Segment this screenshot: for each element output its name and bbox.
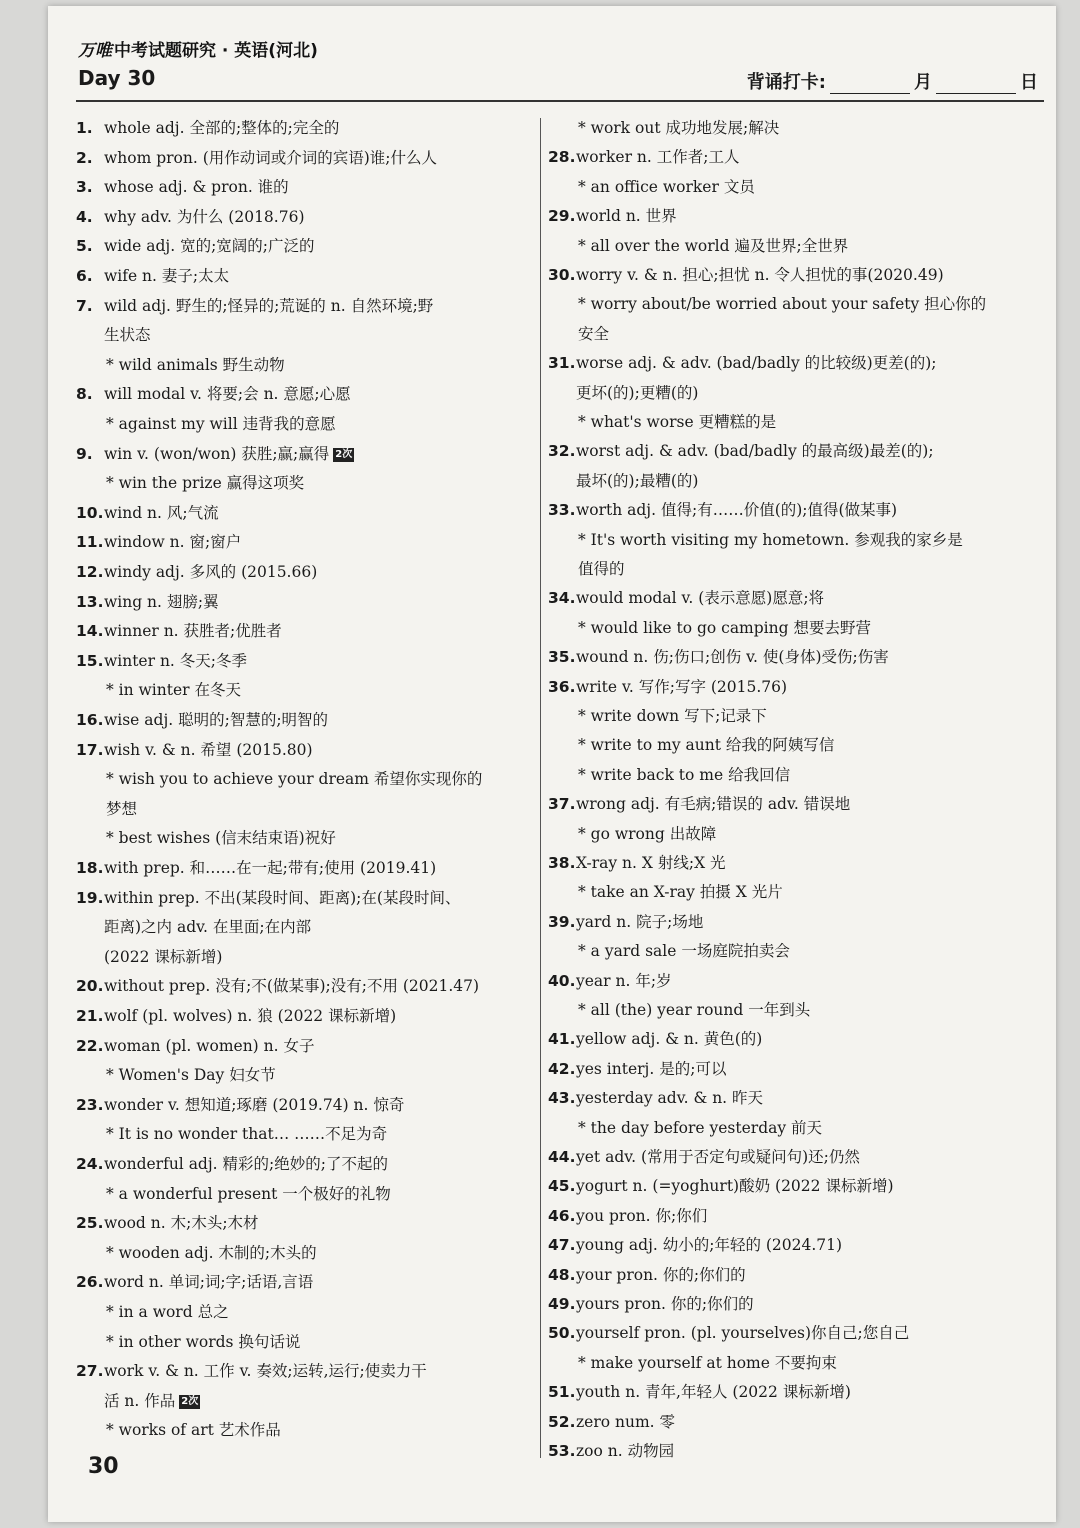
entry-number: 2. — [76, 148, 93, 167]
entry-text: whole adj. 全部的;整体的;完全的 — [104, 119, 340, 137]
vocab-entry — [76, 262, 528, 291]
entry-text: 活 n. 作品 — [104, 1391, 176, 1410]
vocab-entry — [548, 1261, 1003, 1290]
entry-text: * wild animals 野生动物 — [106, 355, 285, 374]
entry-text: X-ray n. X 射线;X 光 — [576, 854, 726, 872]
example-phrase — [76, 351, 528, 380]
entry-continuation — [76, 943, 528, 972]
vocab-entry — [548, 584, 1003, 613]
vocab-entry — [76, 1268, 528, 1297]
example-phrase — [548, 614, 1003, 643]
example-phrase — [548, 1114, 1003, 1143]
entry-number: 51. — [548, 1383, 576, 1402]
entry-text: yogurt n. (=yoghurt)酸奶 (2022 课标新增) — [576, 1177, 894, 1196]
example-phrase — [76, 676, 528, 705]
entry-number: 39. — [548, 912, 576, 931]
entry-number: 26. — [76, 1273, 104, 1292]
vocab-entry — [548, 1143, 1003, 1172]
entry-number: 33. — [548, 501, 576, 520]
entry-number: 24. — [76, 1155, 104, 1173]
entry-continuation — [548, 379, 1003, 408]
vocab-entry — [76, 647, 528, 676]
vocab-entry — [76, 528, 528, 557]
entry-number: 6. — [76, 267, 93, 285]
day-blank — [936, 75, 1016, 94]
page-number: 30 — [88, 1454, 119, 1479]
example-phrase — [548, 996, 1003, 1025]
entry-number: 12. — [76, 563, 104, 581]
entry-number: 25. — [76, 1214, 104, 1233]
vocab-entry — [548, 1025, 1003, 1054]
entry-continuation — [76, 321, 528, 350]
vocab-entry — [76, 440, 528, 469]
entry-text: wonder v. 想知道;琢磨 (2019.74) n. 惊奇 — [104, 1095, 405, 1114]
example-phrase — [76, 1416, 528, 1445]
example-phrase — [76, 1061, 528, 1090]
entry-text: young adj. 幼小的;年轻的 (2024.71) — [576, 1236, 843, 1255]
vocab-entry — [76, 499, 528, 528]
entry-text: 安全 — [578, 324, 610, 343]
vocab-entry — [76, 144, 528, 173]
vocab-entry — [76, 203, 528, 232]
vocab-entry — [76, 1091, 528, 1120]
example-phrase — [76, 1298, 528, 1327]
entry-text: winner n. 获胜者;优胜者 — [104, 622, 282, 641]
entry-text: * what's worse 更糟糕的是 — [578, 413, 777, 431]
entry-text: write v. 写作;写字 (2015.76) — [576, 677, 788, 696]
vocab-entry — [548, 849, 1003, 878]
entry-text: wood n. 木;木头;木材 — [104, 1214, 259, 1233]
entry-number: 22. — [76, 1036, 104, 1055]
entry-text: wise adj. 聪明的;智慧的;明智的 — [104, 711, 329, 729]
vocab-entry — [76, 558, 528, 587]
entry-text: worry v. & n. 担心;担忧 n. 令人担忧的事(2020.49) — [576, 266, 944, 284]
vocab-entry — [76, 854, 528, 883]
entry-continuation — [548, 467, 1003, 496]
entry-text: worker n. 工作者;工人 — [576, 148, 740, 167]
entry-number: 27. — [76, 1362, 104, 1381]
month-label: 月 — [914, 72, 932, 93]
entry-text: within prep. 不出(某段时间、距离);在(某段时间、 — [104, 888, 461, 907]
entry-text: wound n. 伤;伤口;创伤 v. 使(身体)受伤;伤害 — [576, 648, 889, 667]
entry-text: why adv. 为什么 (2018.76) — [104, 207, 305, 226]
entry-text: your pron. 你的;你们的 — [576, 1265, 746, 1284]
entry-text: zoo n. 动物园 — [576, 1442, 675, 1460]
vocab-entry — [548, 496, 1003, 525]
entry-text: * the day before yesterday 前天 — [578, 1118, 823, 1137]
entry-text: wide adj. 宽的;宽阔的;广泛的 — [104, 237, 315, 256]
entry-text: 梦想 — [106, 799, 138, 818]
entry-text: * wooden adj. 木制的;木头的 — [106, 1243, 317, 1262]
entry-number: 37. — [548, 795, 576, 814]
entry-number: 50. — [548, 1324, 576, 1343]
example-phrase — [548, 526, 1003, 555]
vocab-entry — [548, 1408, 1003, 1437]
entry-text: year n. 年;岁 — [576, 971, 672, 990]
vocab-entry — [76, 232, 528, 261]
entry-text: winter n. 冬天;冬季 — [104, 651, 248, 670]
example-phrase — [548, 937, 1003, 966]
checkin-box — [747, 68, 1038, 94]
vocab-entry — [76, 736, 528, 765]
brand-logo: 万唯 — [78, 41, 112, 61]
example-phrase — [76, 1120, 528, 1149]
entry-number: 40. — [548, 971, 576, 990]
entry-text: * in other words 换句话说 — [106, 1332, 301, 1351]
entry-text: wild adj. 野生的;怪异的;荒诞的 n. 自然环境;野 — [104, 296, 434, 315]
book-title: 中考试题研究 · 英语(河北) — [114, 41, 318, 61]
entry-text: without prep. 没有;不(做某事);没有;不用 (2021.47) — [104, 977, 480, 996]
vocab-entry — [76, 1032, 528, 1061]
entry-number: 18. — [76, 859, 104, 877]
entry-text: worth adj. 值得;有……价值(的);值得(做某事) — [576, 501, 898, 520]
example-phrase — [76, 469, 528, 498]
vocab-entry — [76, 1002, 528, 1031]
entry-text: wind n. 风;气流 — [104, 503, 219, 522]
entry-text: 最坏(的);最糟(的) — [576, 471, 699, 490]
entry-text: windy adj. 多风的 (2015.66) — [104, 563, 318, 581]
entry-text: woman (pl. women) n. 女子 — [104, 1036, 315, 1055]
entry-text: yours pron. 你的;你们的 — [576, 1295, 754, 1313]
entry-number: 5. — [76, 237, 93, 256]
entry-text: 更坏(的);更糟(的) — [576, 383, 699, 402]
vocab-entry — [76, 1150, 528, 1179]
vocab-entry — [76, 972, 528, 1001]
frequency-badge: 2次 — [181, 1395, 199, 1407]
entry-number: 15. — [76, 651, 104, 670]
entry-number: 28. — [548, 148, 576, 167]
entry-text: * take an X-ray 拍摄 X 光片 — [578, 883, 783, 902]
entry-text: window n. 窗;窗户 — [104, 533, 242, 552]
document-page — [48, 6, 1056, 1522]
example-phrase — [548, 761, 1003, 790]
entry-number: 4. — [76, 207, 93, 226]
entry-number: 45. — [548, 1177, 576, 1196]
entry-number: 23. — [76, 1095, 104, 1114]
example-phrase — [548, 408, 1003, 437]
entry-number: 3. — [76, 178, 93, 197]
entry-text: * works of art 艺术作品 — [106, 1421, 281, 1440]
entry-number: 19. — [76, 888, 104, 907]
vocab-entry — [548, 1378, 1003, 1407]
example-phrase — [548, 820, 1003, 849]
entry-number: 14. — [76, 622, 104, 641]
entry-text: yes interj. 是的;可以 — [576, 1059, 727, 1078]
entry-number: 7. — [76, 296, 93, 315]
checkin-label: 背诵打卡: — [746, 72, 826, 93]
vocab-entry — [76, 706, 528, 735]
example-phrase — [548, 232, 1003, 261]
vocab-entry — [548, 1055, 1003, 1084]
entry-number: 46. — [548, 1206, 576, 1225]
example-phrase — [548, 320, 1003, 349]
entry-text: * Women's Day 妇女节 — [106, 1066, 276, 1085]
vocab-entry — [548, 643, 1003, 672]
example-phrase — [548, 555, 1003, 584]
example-phrase — [76, 410, 528, 439]
entry-text: * It is no wonder that… ……不足为奇 — [106, 1125, 388, 1144]
entry-number: 52. — [548, 1412, 576, 1431]
entry-text: wolf (pl. wolves) n. 狼 (2022 课标新增) — [104, 1007, 397, 1025]
example-phrase — [76, 795, 528, 824]
entry-text: 距离)之内 adv. 在里面;在内部 — [104, 918, 312, 937]
entry-text: * all over the world 遍及世界;全世界 — [578, 236, 849, 255]
entry-continuation — [76, 913, 528, 942]
entry-number: 8. — [76, 385, 93, 404]
vocab-entry — [76, 1209, 528, 1238]
vocab-entry — [76, 173, 528, 202]
entry-text: * a yard sale 一场庭院拍卖会 — [578, 942, 790, 961]
entry-text: * win the prize 赢得这项奖 — [106, 474, 305, 493]
entry-number: 49. — [548, 1295, 576, 1313]
vocab-entry — [548, 202, 1003, 231]
vocab-entry — [548, 967, 1003, 996]
entry-number: 17. — [76, 740, 104, 759]
entry-number: 10. — [76, 503, 104, 522]
vocab-entry — [548, 1202, 1003, 1231]
entry-text: worse adj. & adv. (bad/badly 的比较级)更差(的); — [576, 354, 937, 373]
vocab-entry — [548, 790, 1003, 819]
example-phrase — [76, 1328, 528, 1357]
entry-text: wing n. 翅膀;翼 — [104, 592, 219, 611]
vocab-entry — [76, 617, 528, 646]
entry-text: * work out 成功地发展;解决 — [578, 119, 780, 137]
entry-text: work v. & n. 工作 v. 奏效;运转,运行;使卖力干 — [104, 1362, 427, 1381]
vocab-entry — [76, 588, 528, 617]
entry-text: whom pron. (用作动词或介词的宾语)谁;什么人 — [104, 148, 438, 167]
example-phrase — [76, 1239, 528, 1268]
entry-number: 43. — [548, 1089, 576, 1108]
day-label: 日 — [1020, 72, 1038, 93]
entry-number: 42. — [548, 1059, 576, 1078]
entry-text: with prep. 和……在一起;带有;使用 (2019.41) — [104, 859, 437, 877]
entry-text: yet adv. (常用于否定句或疑问句)还;仍然 — [576, 1148, 860, 1166]
entry-continuation — [76, 1387, 528, 1416]
entry-number: 36. — [548, 677, 576, 696]
entry-text: * make yourself at home 不要拘束 — [578, 1353, 837, 1372]
entry-text: wish v. & n. 希望 (2015.80) — [104, 740, 313, 759]
entry-text: whose adj. & pron. 谁的 — [104, 178, 289, 197]
entry-number: 29. — [548, 207, 576, 226]
vocab-entry — [76, 292, 528, 321]
vocab-entry — [548, 143, 1003, 172]
vocab-entry — [548, 1437, 1003, 1466]
entry-text: yourself pron. (pl. yourselves)你自己;您自己 — [576, 1324, 910, 1343]
example-phrase — [548, 114, 1003, 143]
example-phrase — [76, 824, 528, 853]
header-rule — [76, 100, 1044, 102]
entry-text: yesterday adv. & n. 昨天 — [576, 1089, 764, 1108]
vocab-entry — [548, 1319, 1003, 1348]
vocab-entry — [548, 1084, 1003, 1113]
vocab-entry — [548, 261, 1003, 290]
example-phrase — [548, 731, 1003, 760]
example-phrase — [548, 702, 1003, 731]
entry-text: 生状态 — [104, 326, 151, 345]
vocab-entry — [76, 1357, 528, 1386]
entry-number: 1. — [76, 119, 93, 137]
entry-text: * would like to go camping 想要去野营 — [578, 618, 871, 637]
example-phrase — [76, 1180, 528, 1209]
entry-number: 20. — [76, 977, 104, 996]
entry-text: * worry about/be worried about your safety 担心你的 — [578, 295, 987, 314]
month-blank — [830, 75, 910, 94]
vocab-entry — [76, 380, 528, 409]
entry-number: 9. — [76, 444, 93, 463]
entry-text: * all (the) year round 一年到头 — [578, 1001, 811, 1019]
entry-text: word n. 单词;词;字;话语,言语 — [104, 1273, 314, 1292]
entry-text: wife n. 妻子;太太 — [104, 267, 230, 285]
book-brand — [78, 36, 318, 61]
entry-number: 32. — [548, 442, 576, 461]
vocab-entry — [548, 908, 1003, 937]
entry-number: 21. — [76, 1007, 104, 1025]
entry-number: 35. — [548, 648, 576, 667]
frequency-badge: 2次 — [335, 448, 353, 460]
entry-number: 47. — [548, 1236, 576, 1255]
entry-text: yard n. 院子;场地 — [576, 912, 704, 931]
entry-number: 53. — [548, 1442, 576, 1460]
entry-number: 41. — [548, 1030, 576, 1049]
entry-text: * write to my aunt 给我的阿姨写信 — [578, 736, 835, 755]
entry-number: 13. — [76, 592, 104, 611]
entry-text: * write back to me 给我回信 — [578, 765, 791, 784]
entry-text: * an office worker 文员 — [578, 177, 755, 196]
vocab-entry — [548, 437, 1003, 466]
entry-text: you pron. 你;你们 — [576, 1206, 708, 1225]
example-phrase — [548, 290, 1003, 319]
entry-text: worst adj. & adv. (bad/badly 的最高级)最差(的); — [576, 442, 934, 461]
entry-text: * in a word 总之 — [106, 1303, 229, 1321]
entry-text: * in winter 在冬天 — [106, 681, 241, 700]
entry-number: 16. — [76, 711, 104, 729]
column-divider — [540, 118, 541, 1458]
entry-text: * write down 写下;记录下 — [578, 707, 767, 725]
entry-number: 44. — [548, 1148, 576, 1166]
entry-number: 11. — [76, 533, 104, 552]
entry-text: * a wonderful present 一个极好的礼物 — [106, 1184, 391, 1203]
entry-text: * go wrong 出故障 — [578, 824, 717, 843]
vocab-entry — [548, 1290, 1003, 1319]
entry-text: youth n. 青年,年轻人 (2022 课标新增) — [576, 1383, 851, 1402]
entry-number: 34. — [548, 589, 576, 608]
vocab-entry — [548, 1231, 1003, 1260]
vocab-entry — [76, 884, 528, 913]
example-phrase — [548, 173, 1003, 202]
example-phrase — [76, 765, 528, 794]
entry-text: would modal v. (表示意愿)愿意;将 — [576, 589, 825, 608]
entry-text: * wish you to achieve your dream 希望你实现你的 — [106, 770, 483, 789]
entry-text: * It's worth visiting my hometown. 参观我的家乡是 — [578, 530, 963, 549]
vocab-entry — [76, 114, 528, 143]
entry-number: 31. — [548, 354, 576, 373]
vocab-entry — [548, 1172, 1003, 1201]
entry-text: * best wishes (信末结束语)祝好 — [106, 829, 336, 848]
vocab-entry — [548, 673, 1003, 702]
vocab-entry — [548, 349, 1003, 378]
entry-text: * against my will 违背我的意愿 — [106, 415, 336, 433]
example-phrase — [548, 878, 1003, 907]
entry-text: win v. (won/won) 获胜;赢;赢得 — [104, 444, 330, 463]
entry-text: 值得的 — [578, 560, 625, 578]
entry-text: (2022 课标新增) — [104, 947, 223, 966]
entry-number: 38. — [548, 854, 576, 872]
entry-text: world n. 世界 — [576, 207, 677, 226]
entry-number: 30. — [548, 266, 576, 284]
day-title: Day 30 — [78, 66, 156, 90]
entry-text: wrong adj. 有毛病;错误的 adv. 错误地 — [576, 795, 851, 814]
entry-text: zero num. 零 — [576, 1412, 676, 1431]
entry-number: 48. — [548, 1265, 576, 1284]
example-phrase — [548, 1349, 1003, 1378]
entry-text: yellow adj. & n. 黄色(的) — [576, 1030, 763, 1049]
entry-text: wonderful adj. 精彩的;绝妙的;了不起的 — [104, 1155, 388, 1173]
entry-text: will modal v. 将要;会 n. 意愿;心愿 — [104, 385, 351, 404]
